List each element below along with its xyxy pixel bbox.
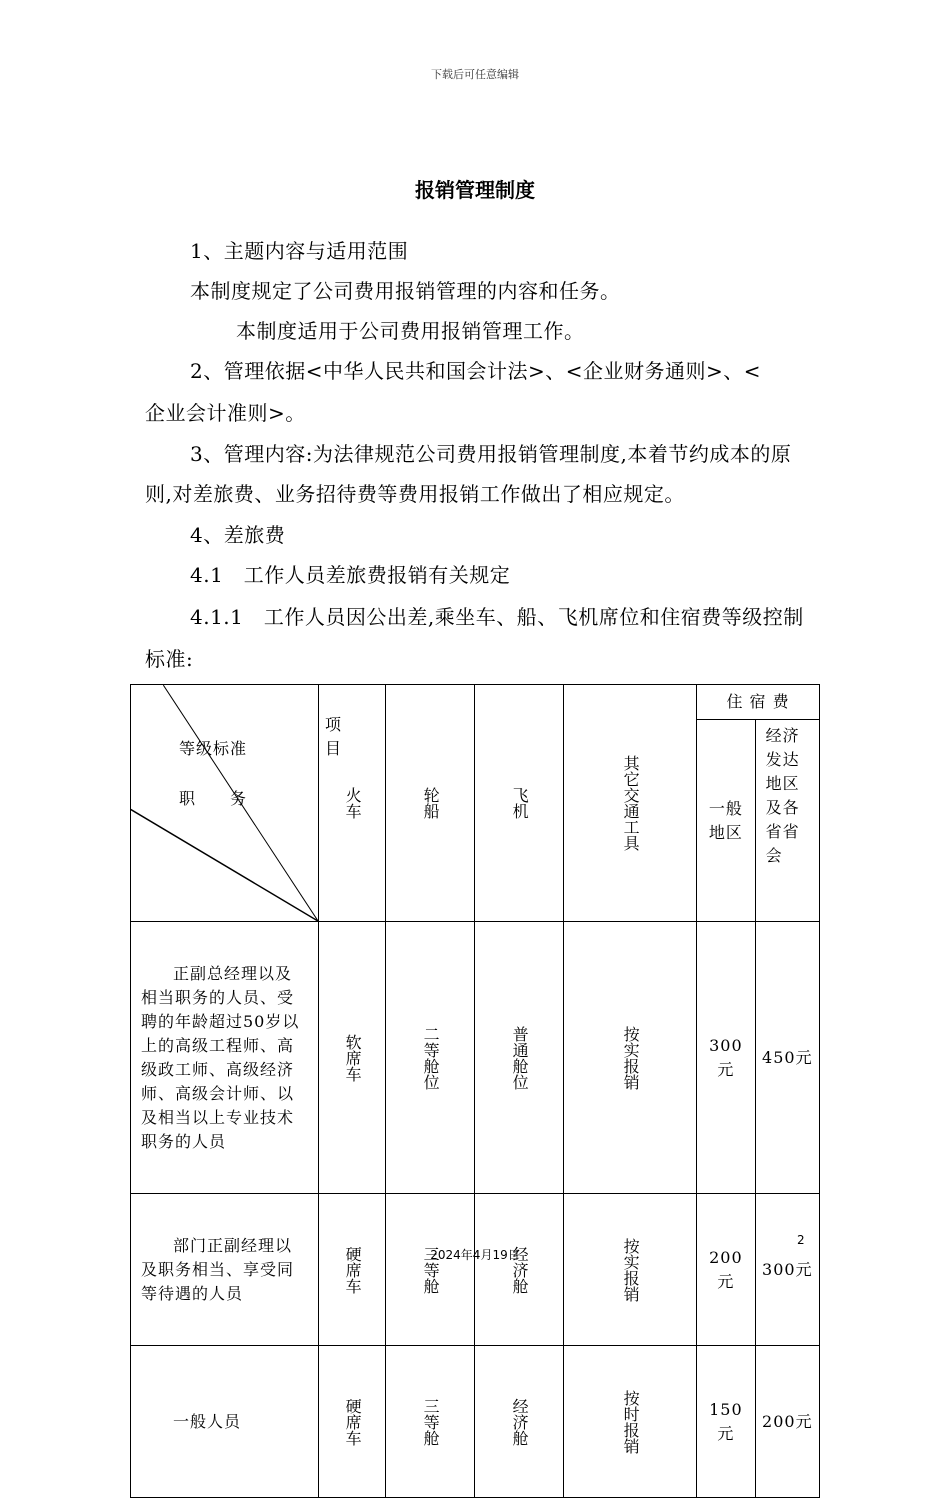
diagonal-label-level: 等级标准 bbox=[179, 739, 248, 758]
header-plane: 飞机 bbox=[475, 685, 564, 922]
row-other: 按时报销 bbox=[564, 1346, 697, 1498]
row-duty: 部门正副经理以及职务相当、享受同等待遇的人员 bbox=[131, 1194, 319, 1346]
diagonal-header-cell bbox=[131, 685, 343, 922]
header-ship: 轮船 bbox=[386, 685, 475, 922]
section-4-1-heading: 4.1 工作人员差旅费报销有关规定 bbox=[190, 563, 511, 587]
header-note: 下载后可任意编辑 bbox=[431, 68, 519, 81]
row-train: 硬席车 bbox=[319, 1194, 386, 1346]
section-4-heading: 4、差旅费 bbox=[190, 523, 286, 547]
travel-standard-table bbox=[130, 684, 820, 1498]
row-general: 200元 bbox=[697, 1194, 756, 1346]
row-plane: 普通舱位 bbox=[475, 922, 564, 1194]
row-developed: 300元 bbox=[755, 1194, 819, 1346]
header-train: 火车 bbox=[319, 685, 386, 922]
row-ship: 二等舱位 bbox=[386, 922, 475, 1194]
row-train: 硬席车 bbox=[319, 1346, 386, 1498]
table-row bbox=[131, 922, 820, 1194]
paragraph-scope: 本制度规定了公司费用报销管理的内容和任务。 bbox=[190, 279, 621, 303]
page-number: 2 bbox=[797, 1233, 805, 1247]
row-general: 300元 bbox=[697, 922, 756, 1194]
document-title: 报销管理制度 bbox=[415, 178, 535, 202]
row-ship: 三等舱 bbox=[386, 1346, 475, 1498]
row-duty: 一般人员 bbox=[131, 1346, 319, 1498]
diagonal-label-item: 项目 bbox=[325, 715, 343, 758]
row-developed: 200元 bbox=[755, 1346, 819, 1498]
row-ship: 三等舱 bbox=[386, 1194, 475, 1346]
header-other-transport: 其它交通工具 bbox=[564, 685, 697, 922]
header-developed-area: 经济发达地区及各省省会 bbox=[755, 720, 819, 922]
header-general-area: 一般地区 bbox=[697, 720, 756, 922]
table-row bbox=[131, 1346, 820, 1498]
row-general: 150元 bbox=[697, 1346, 756, 1498]
header-lodging: 住 宿 费 bbox=[697, 685, 820, 720]
paragraph-basis-line1: 2、管理依据<中华人民共和国会计法>、<企业财务通则>、< bbox=[190, 359, 762, 383]
row-duty: 正副总经理以及相当职务的人员、受聘的年龄超过50岁以上的高级工程师、高级政工师、高级经济师、高级会计师、以及相当以上专业技术职务的人员 bbox=[131, 922, 319, 1194]
row-other: 按实报销 bbox=[564, 922, 697, 1194]
diagonal-label-duty: 职 务 bbox=[179, 789, 248, 808]
row-plane: 经济舱 bbox=[475, 1194, 564, 1346]
row-other: 按实报销 bbox=[564, 1194, 697, 1346]
row-train: 软席车 bbox=[319, 922, 386, 1194]
paragraph-applicability: 本制度适用于公司费用报销管理工作。 bbox=[236, 319, 585, 343]
paragraph-content: 3、管理内容:为法律规范公司费用报销管理制度,本着节约成本的原则,对差旅费、业务招待费等费用报销工作做出了相应规定。 bbox=[145, 442, 792, 506]
row-plane: 经济舱 bbox=[475, 1346, 564, 1498]
row-developed: 450元 bbox=[755, 922, 819, 1194]
paragraph-basis-line2: 企业会计准则>。 bbox=[145, 401, 306, 425]
table-row bbox=[131, 1194, 820, 1346]
section-4-1-1-text: 4.1.1 工作人员因公出差,乘坐车、船、飞机席位和住宿费等级控制标准: bbox=[145, 605, 804, 671]
section-1-heading: 1、主题内容与适用范围 bbox=[190, 239, 409, 263]
footer-date: 2024年4月19日 bbox=[430, 1248, 520, 1262]
